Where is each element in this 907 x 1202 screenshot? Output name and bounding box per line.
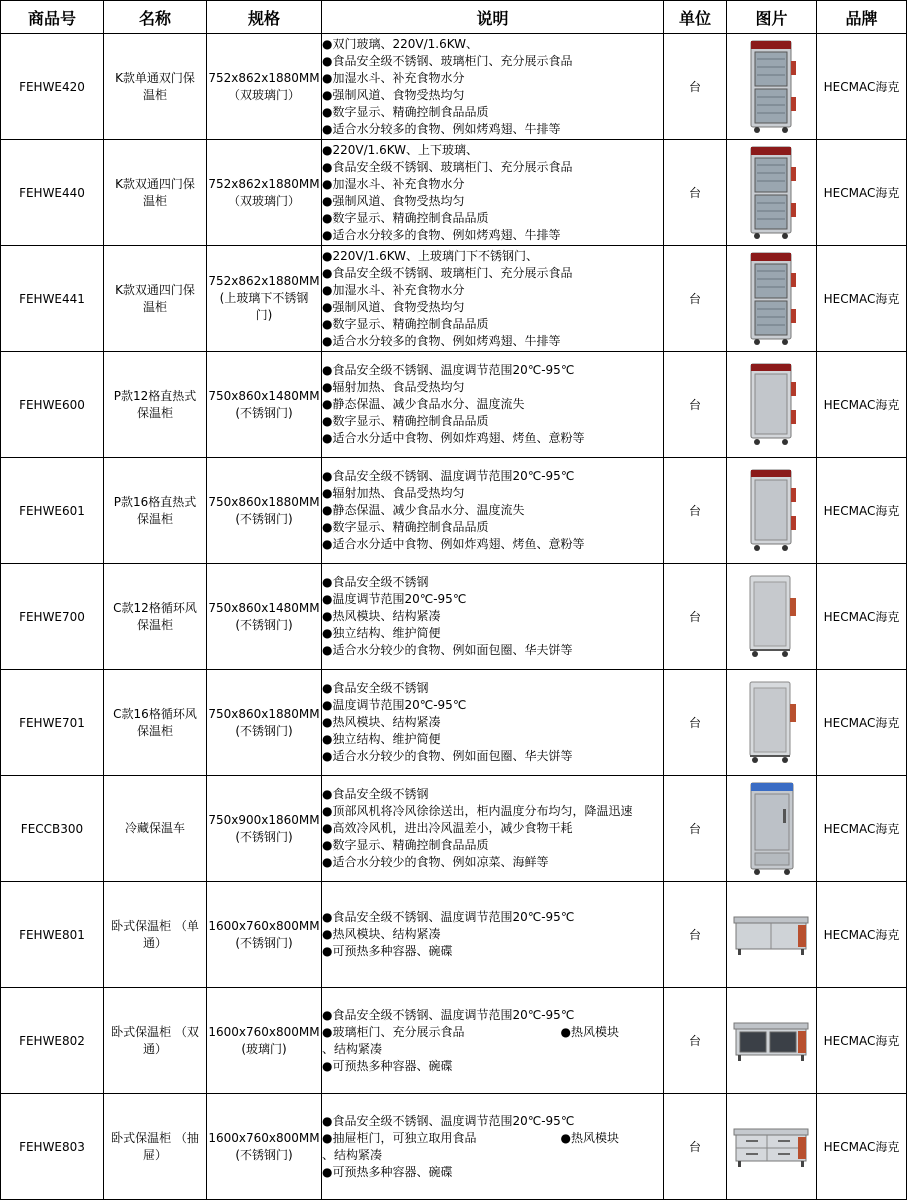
description-line: ●可预热多种容器、碗碟	[322, 1058, 453, 1073]
product-name-line: K款双通四门保	[115, 282, 195, 297]
product-spec-line: （双玻璃门）	[227, 193, 300, 208]
product-description	[322, 776, 664, 882]
product-code: FEHWE801	[1, 882, 104, 988]
product-name	[104, 458, 207, 564]
description-line: ●加湿水斗、补充食物水分	[322, 282, 465, 297]
description-line: ●辐射加热、食品受热均匀	[322, 380, 465, 394]
description-line: ●数字显示、精确控制食品品质	[322, 520, 489, 534]
table-row	[1, 882, 907, 988]
description-line: ●数字显示、精确控制食品品质	[322, 838, 489, 852]
product-description	[322, 34, 664, 140]
table-row	[1, 246, 907, 352]
product-description	[322, 564, 664, 670]
product-name-line: 冷藏保温车	[124, 821, 185, 835]
description-line: 、结构紧凑	[322, 1041, 383, 1056]
product-spec-line: 1600x760x800MM	[208, 1130, 320, 1145]
product-spec-line: (不锈钢门)	[235, 405, 293, 420]
product-unit: 台	[664, 34, 727, 140]
product-name-line: P款12格直热式	[113, 388, 197, 403]
product-name-line: C款16格循环风	[113, 706, 197, 721]
product-spec-line: 门)	[255, 308, 273, 322]
description-line: ●食品安全级不锈钢、温度调节范围20℃-95℃	[322, 1113, 575, 1128]
product-spec-line: （双玻璃门）	[227, 87, 300, 102]
description-line: ●适合水分较少的食物、例如面包圈、华夫饼等	[322, 749, 573, 763]
description-line: ●食品安全级不锈钢、温度调节范围20℃-95℃	[322, 469, 575, 483]
product-name-line: 屉）	[142, 1147, 167, 1162]
table-row	[1, 34, 907, 140]
product-description	[322, 140, 664, 246]
description-line: ●食品安全级不锈钢、玻璃柜门、充分展示食品	[322, 53, 573, 68]
header-unit: 单位	[664, 1, 727, 34]
description-line: ●双门玻璃、220V/1.6KW、	[322, 36, 479, 51]
product-image	[727, 670, 817, 776]
product-code: FEHWE440	[1, 140, 104, 246]
product-spec-line: 750x860x1880MM	[208, 706, 320, 721]
description-line: ●辐射加热、食品受热均匀	[322, 486, 465, 500]
product-name-line: K款双通四门保	[115, 176, 195, 191]
product-code: FEHWE601	[1, 458, 104, 564]
product-brand: HECMAC海克	[817, 776, 907, 882]
product-spec-line: 1600x760x800MM	[208, 1024, 320, 1039]
description-line: ●220V/1.6KW、上玻璃门下不锈钢门、	[322, 248, 539, 263]
product-spec-line: 752x862x1880MM	[208, 70, 320, 85]
product-brand: HECMAC海克	[817, 988, 907, 1094]
product-unit: 台	[664, 670, 727, 776]
product-brand: HECMAC海克	[817, 458, 907, 564]
product-image	[727, 246, 817, 352]
product-image	[727, 776, 817, 882]
product-spec-line: 750x900x1860MM	[208, 812, 320, 827]
description-line: ●加湿水斗、补充食物水分	[322, 70, 465, 85]
description-line: ●适合水分较少的食物、例如面包圈、华夫饼等	[322, 643, 573, 657]
product-name-line: 温柜	[142, 87, 167, 102]
description-line: ●静态保温、减少食品水分、温度流失	[322, 503, 525, 517]
product-name	[104, 140, 207, 246]
circulating-air-cabinet-icon	[727, 680, 816, 766]
glass-door-warming-cabinet-icon	[727, 251, 816, 347]
table-row	[1, 776, 907, 882]
product-spec-line: 750x860x1880MM	[208, 494, 320, 509]
glass-door-warming-cabinet-icon	[727, 39, 816, 135]
product-unit: 台	[664, 352, 727, 458]
product-brand: HECMAC海克	[817, 140, 907, 246]
product-name-line: 通）	[142, 935, 167, 950]
product-spec-line: 750x860x1480MM	[208, 388, 320, 403]
product-spec-line: (不锈钢门)	[235, 1147, 293, 1162]
description-line: ●食品安全级不锈钢、玻璃柜门、充分展示食品	[322, 159, 573, 174]
product-brand: HECMAC海克	[817, 246, 907, 352]
description-line: ●数字显示、精确控制食品品质	[322, 316, 489, 331]
product-spec	[207, 1094, 322, 1200]
product-image	[727, 988, 817, 1094]
product-description	[322, 352, 664, 458]
product-code: FECCB300	[1, 776, 104, 882]
description-line: ●可预热多种容器、碗碟	[322, 944, 453, 958]
table-row	[1, 670, 907, 776]
product-spec-line: (不锈钢门)	[235, 511, 293, 526]
product-code: FEHWE701	[1, 670, 104, 776]
product-image	[727, 1094, 817, 1200]
table-row	[1, 564, 907, 670]
description-line: ●适合水分较多的食物、例如烤鸡翅、牛排等	[322, 121, 561, 136]
product-image	[727, 564, 817, 670]
product-name	[104, 670, 207, 776]
table-row	[1, 988, 907, 1094]
product-brand: HECMAC海克	[817, 670, 907, 776]
product-spec	[207, 34, 322, 140]
table-row	[1, 352, 907, 458]
description-line: 、结构紧凑	[322, 1147, 383, 1162]
product-name-line: 保温柜	[136, 511, 173, 526]
description-line: ●食品安全级不锈钢	[322, 787, 429, 801]
description-line: ●数字显示、精确控制食品品质	[322, 414, 489, 428]
header-code: 商品号	[1, 1, 104, 34]
product-spec	[207, 670, 322, 776]
description-line: ●热风模块、结构紧凑	[322, 927, 441, 941]
product-spec-line: (不锈钢门)	[235, 829, 293, 844]
product-spec	[207, 352, 322, 458]
description-line: ●热风模块、结构紧凑	[322, 715, 441, 729]
description-line: ●玻璃柜门、充分展示食品 ●热风模块	[322, 1024, 619, 1039]
product-spec	[207, 564, 322, 670]
product-name-line: 温柜	[142, 299, 167, 314]
description-line: ●强制风道、食物受热均匀	[322, 299, 465, 314]
product-description	[322, 458, 664, 564]
description-line: ●顶部风机将冷风徐徐送出，柜内温度分布均匀，降温迅速	[322, 804, 633, 818]
product-description	[322, 882, 664, 988]
product-spec-line: (上玻璃下不锈钢	[219, 291, 309, 305]
product-unit: 台	[664, 988, 727, 1094]
product-name	[104, 352, 207, 458]
table-row	[1, 458, 907, 564]
description-line: ●食品安全级不锈钢、玻璃柜门、充分展示食品	[322, 265, 573, 280]
header-spec: 规格	[207, 1, 322, 34]
refrigerated-cart-icon	[727, 781, 816, 877]
description-line: ●食品安全级不锈钢	[322, 681, 429, 695]
header-row	[1, 1, 907, 34]
product-spec-line: 752x862x1880MM	[208, 274, 320, 288]
product-name	[104, 246, 207, 352]
description-line: ●适合水分适中食物、例如炸鸡翅、烤鱼、意粉等	[322, 537, 585, 551]
horizontal-drawer-cabinet-icon	[727, 1125, 816, 1169]
product-name-line: 通）	[142, 1041, 167, 1056]
product-spec	[207, 246, 322, 352]
description-line: ●食品安全级不锈钢、温度调节范围20℃-95℃	[322, 363, 575, 377]
header-desc: 说明	[322, 1, 664, 34]
product-spec-line: 752x862x1880MM	[208, 176, 320, 191]
description-line: ●适合水分较多的食物、例如烤鸡翅、牛排等	[322, 227, 561, 242]
description-line: ●独立结构、维护简便	[322, 626, 441, 640]
product-name-line: 保温柜	[136, 617, 173, 632]
product-unit: 台	[664, 564, 727, 670]
product-spec-line: (不锈钢门)	[235, 723, 293, 738]
description-line: ●220V/1.6KW、上下玻璃、	[322, 142, 479, 157]
header-brand: 品牌	[817, 1, 907, 34]
product-description	[322, 1094, 664, 1200]
product-unit: 台	[664, 246, 727, 352]
product-unit: 台	[664, 776, 727, 882]
product-name-line: P款16格直热式	[113, 494, 197, 509]
description-line: ●适合水分较多的食物、例如烤鸡翅、牛排等	[322, 333, 561, 348]
product-name-line: 温柜	[142, 193, 167, 208]
product-spec	[207, 776, 322, 882]
product-spec-line: (玻璃门)	[241, 1041, 287, 1056]
product-image	[727, 882, 817, 988]
product-unit: 台	[664, 458, 727, 564]
header-name: 名称	[104, 1, 207, 34]
product-name-line: 保温柜	[136, 405, 173, 420]
product-image	[727, 352, 817, 458]
description-line: ●数字显示、精确控制食品品质	[322, 210, 489, 225]
product-name-line: C款12格循环风	[113, 600, 197, 615]
glass-door-warming-cabinet-icon	[727, 145, 816, 241]
steel-door-warming-cabinet-icon	[727, 468, 816, 554]
product-description	[322, 988, 664, 1094]
product-code: FEHWE441	[1, 246, 104, 352]
product-name	[104, 564, 207, 670]
product-unit: 台	[664, 140, 727, 246]
product-spec-line: (不锈钢门)	[235, 935, 293, 950]
product-spec	[207, 988, 322, 1094]
horizontal-glass-cabinet-icon	[727, 1019, 816, 1063]
description-line: ●可预热多种容器、碗碟	[322, 1164, 453, 1179]
table-row	[1, 140, 907, 246]
product-name-line: 卧式保温柜 （双	[111, 1024, 199, 1039]
product-spec	[207, 140, 322, 246]
product-name-line: 保温柜	[136, 723, 173, 738]
product-image	[727, 458, 817, 564]
description-line: ●适合水分适中食物、例如炸鸡翅、烤鱼、意粉等	[322, 431, 585, 445]
header-image: 图片	[727, 1, 817, 34]
product-code: FEHWE802	[1, 988, 104, 1094]
product-brand: HECMAC海克	[817, 564, 907, 670]
product-image	[727, 34, 817, 140]
product-name	[104, 1094, 207, 1200]
description-line: ●温度调节范围20℃-95℃	[322, 592, 467, 606]
product-name-line: 卧式保温柜 （单	[111, 918, 199, 933]
product-unit: 台	[664, 882, 727, 988]
table-row	[1, 1094, 907, 1200]
description-line: ●强制风道、食物受热均匀	[322, 193, 465, 208]
product-brand: HECMAC海克	[817, 34, 907, 140]
description-line: ●高效冷风机，进出冷风温差小，减少食物干耗	[322, 821, 573, 835]
description-line: ●独立结构、维护简便	[322, 732, 441, 746]
description-line: ●静态保温、减少食品水分、温度流失	[322, 397, 525, 411]
product-spec-line: 1600x760x800MM	[208, 918, 320, 933]
description-line: ●加湿水斗、补充食物水分	[322, 176, 465, 191]
product-image	[727, 140, 817, 246]
description-line: ●食品安全级不锈钢、温度调节范围20℃-95℃	[322, 910, 575, 924]
product-code: FEHWE700	[1, 564, 104, 670]
product-name	[104, 988, 207, 1094]
description-line: ●强制风道、食物受热均匀	[322, 87, 465, 102]
description-line: ●数字显示、精确控制食品品质	[322, 104, 489, 119]
horizontal-steel-cabinet-icon	[727, 913, 816, 957]
product-code: FEHWE420	[1, 34, 104, 140]
product-brand: HECMAC海克	[817, 882, 907, 988]
product-spec	[207, 882, 322, 988]
product-spec	[207, 458, 322, 564]
product-description	[322, 670, 664, 776]
product-name-line: K款单通双门保	[115, 70, 195, 85]
product-name	[104, 34, 207, 140]
product-spec-line: (不锈钢门)	[235, 617, 293, 632]
description-line: ●适合水分较少的食物、例如凉菜、海鲜等	[322, 855, 549, 869]
product-spec-line: 750x860x1480MM	[208, 600, 320, 615]
product-name	[104, 776, 207, 882]
product-name	[104, 882, 207, 988]
product-code: FEHWE803	[1, 1094, 104, 1200]
product-name-line: 卧式保温柜 （抽	[111, 1130, 199, 1145]
product-brand: HECMAC海克	[817, 352, 907, 458]
description-line: ●食品安全级不锈钢、温度调节范围20℃-95℃	[322, 1007, 575, 1022]
description-line: ●抽屉柜门，可独立取用食品 ●热风模块	[322, 1130, 619, 1145]
description-line: ●温度调节范围20℃-95℃	[322, 698, 467, 712]
steel-door-warming-cabinet-icon	[727, 362, 816, 448]
product-code: FEHWE600	[1, 352, 104, 458]
description-line: ●热风模块、结构紧凑	[322, 609, 441, 623]
description-line: ●食品安全级不锈钢	[322, 575, 429, 589]
circulating-air-cabinet-icon	[727, 574, 816, 660]
product-description	[322, 246, 664, 352]
product-unit: 台	[664, 1094, 727, 1200]
product-brand: HECMAC海克	[817, 1094, 907, 1200]
